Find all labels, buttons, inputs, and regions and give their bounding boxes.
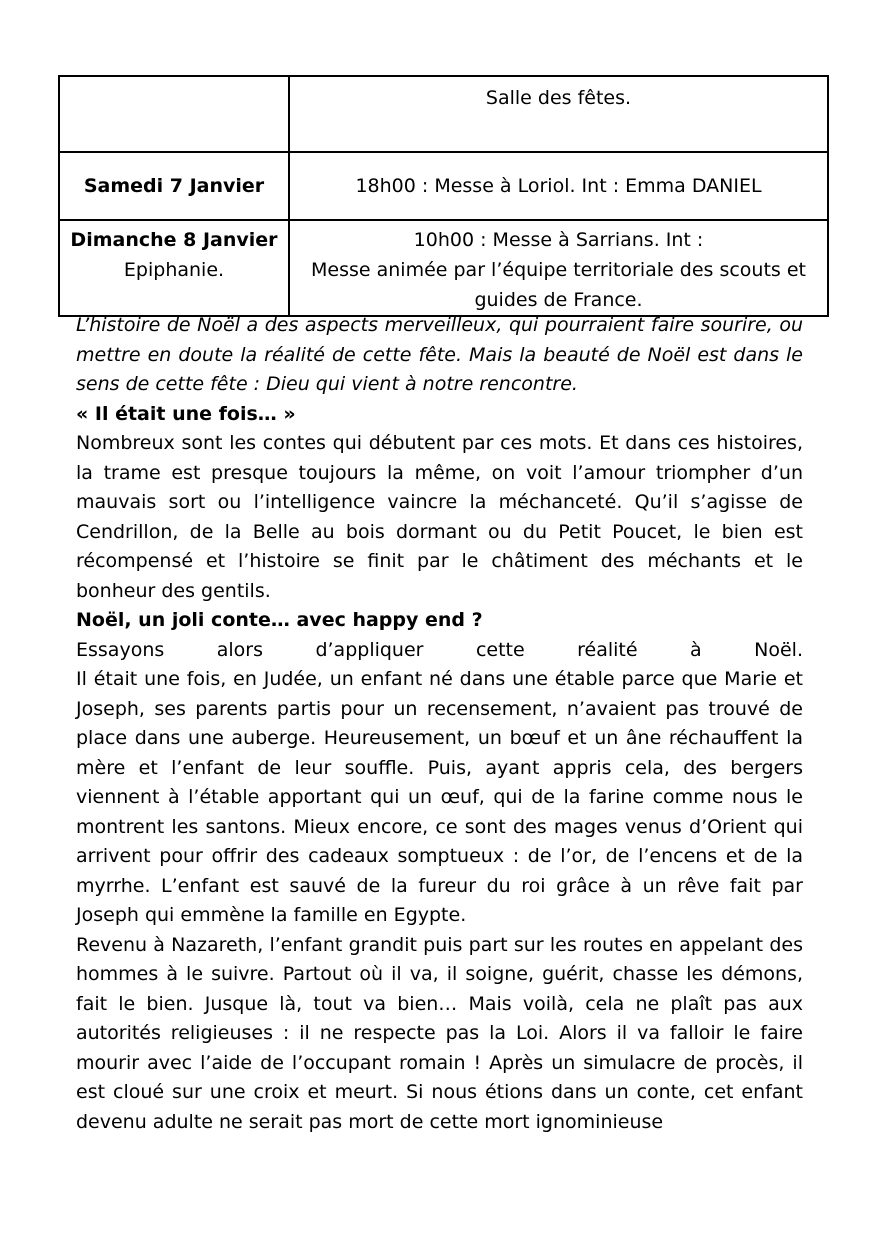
- schedule-event: 10h00 : Messe à Sarrians. Int : Messe animée par l’équipe territoriale des scouts et guides de France.: [289, 220, 828, 316]
- schedule-event: 18h00 : Messe à Loriol. Int : Emma DANIEL: [289, 152, 828, 220]
- article-paragraph: Nombreux sont les contes qui débutent par ces mots. Et dans ces histoires, la trame est presque toujours la même, on voit l’amour triompher d’un mauvais sort ou l’intelligence vaincre la méchanceté. Qu’il s’agisse de Cendrillon, de la Belle au bois dormant ou du Petit Poucet, le bien est récompensé et l’histoire se finit par le châtiment des méchants et le bonheur des gentils.: [76, 432, 803, 602]
- schedule-day: Dimanche 8 Janvier Epiphanie.: [59, 220, 289, 316]
- article-paragraph: Essayons alors d’appliquer cette réalité à Noël.: [76, 638, 803, 661]
- article-heading: Noël, un joli conte… avec happy end ?: [76, 609, 483, 631]
- schedule-row: [59, 220, 828, 316]
- article-body: [76, 311, 803, 1137]
- schedule-day-sub: Epiphanie.: [123, 259, 225, 281]
- schedule-day: [59, 76, 289, 152]
- schedule-day: Samedi 7 Janvier: [59, 152, 289, 220]
- article-heading: « Il était une fois… »: [76, 402, 296, 425]
- article-paragraph: Il était une fois, en Judée, un enfant né dans une étable parce que Marie et Joseph, ses parents partis pour un recensement, n’avaient pas trouvé de place dans une auberge. Heureusement, un bœuf et un âne réchauffent la mère et l’enfant de leur souffle. Puis, ayant appris cela, des bergers viennent à l’étable apportant qui un œuf, qui de la farine comme nous le montrent les santons. Mieux encore, ce sont des mages venus d’Orient qui arrivent pour offrir des cadeaux somptueux : de l’or, de l’encens et de la myrrhe. L’enfant est sauvé de la fureur du roi grâce à un rêve fait par Joseph qui emmène la famille en Egypte.: [76, 668, 803, 926]
- article-paragraph: Revenu à Nazareth, l’enfant grandit puis part sur les routes en appelant des hommes à le suivre. Partout où il va, il soigne, guérit, chasse les démons, fait le bien. Jusque là, tout va bien… Mais voilà, cela ne plaît pas aux autorités religieuses : il ne respecte pas la Loi. Alors il va falloir le faire mourir avec l’aide de l’occupant romain ! Après un simulacre de procès, il est cloué sur une croix et meurt. Si nous étions dans un conte, cet enfant devenu adulte ne serait pas mort de cette mort ignominieuse: [76, 933, 803, 1133]
- schedule-row: [59, 76, 828, 152]
- article-intro: L’histoire de Noël a des aspects merveilleux, qui pourraient faire sourire, ou mettre en doute la réalité de cette fête. Mais la beauté de Noël est dans le sens de cette fête : Dieu qui vient à notre rencontre.: [76, 314, 803, 395]
- schedule-table: [58, 75, 829, 317]
- schedule-row: [59, 152, 828, 220]
- schedule-event: Salle des fêtes.: [289, 76, 828, 152]
